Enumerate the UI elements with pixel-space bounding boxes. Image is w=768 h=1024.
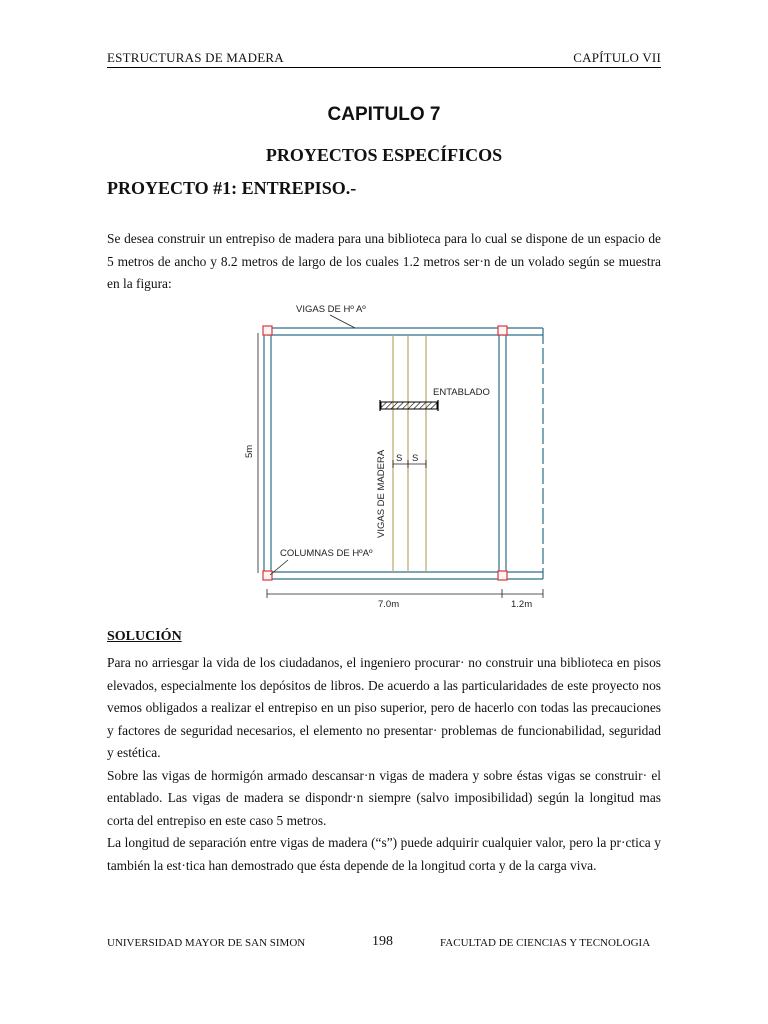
- floor-plan-figure: [230, 298, 560, 616]
- entablado-section: [381, 402, 437, 409]
- label-vigas-madera: VIGAS DE MADERA: [376, 449, 387, 538]
- page-header: [107, 50, 661, 68]
- section-title: PROYECTOS ESPECÍFICOS: [265, 145, 503, 165]
- solution-paragraph-3: La longitud de separación entre vigas de madera (“s”) puede adquirir cualquier valor, pero la pr·ctica y también la est·tica han demostrado que ésta depende de la longitud corta y de la carga viva.: [107, 835, 661, 873]
- solution-heading: SOLUCIÓN: [107, 629, 182, 644]
- label-width-cantilever: 1.2m: [511, 599, 533, 610]
- label-entablado: ENTABLADO: [433, 387, 490, 398]
- label-height: 5m: [244, 444, 255, 458]
- leader-vigas-ha: [330, 315, 355, 328]
- column-bottom-left: [263, 571, 272, 580]
- label-width-main: 7.0m: [378, 599, 400, 610]
- label-s2: S: [412, 453, 419, 464]
- width-dimension: [267, 589, 543, 598]
- label-s1: S: [396, 453, 403, 464]
- column-bottom-right: [498, 571, 507, 580]
- header-left: ESTRUCTURAS DE MADERA: [107, 50, 284, 65]
- concrete-beams: [264, 328, 543, 579]
- chapter-title: CAPITULO 7: [327, 104, 441, 125]
- column-top-right: [498, 326, 507, 335]
- intro-paragraph: Se desea construir un entrepiso de madera para una biblioteca para lo cual se dispone de un espacio de 5 metros de ancho y 8.2 metros de largo de los cuales 1.2 metros ser·n de un volado según se muestra en la figura:: [107, 231, 661, 291]
- project-title: PROYECTO #1: ENTREPISO.-: [107, 178, 357, 198]
- column-top-left: [263, 326, 272, 335]
- footer-right: FACULTAD DE CIENCIAS Y TECNOLOGIA: [440, 937, 651, 949]
- leader-columnas: [270, 560, 288, 575]
- header-right: CAPÍTULO VII: [573, 50, 661, 65]
- page-number: 198: [372, 934, 393, 949]
- footer-left: UNIVERSIDAD MAYOR DE SAN SIMON: [107, 937, 306, 949]
- solution-body: [107, 652, 661, 877]
- label-columnas: COLUMNAS DE HºAº: [280, 548, 373, 559]
- solution-paragraph-1: Para no arriesgar la vida de los ciudadanos, el ingeniero procurar· no construir una biblioteca en pisos elevados, especialmente los depósitos de libros. De acuerdo a las particularidades de este proyecto nos vemos obligados a realizar el entrepiso en un piso superior, pero de hacerlo con todas las precauciones y factores de seguridad necesarios, el elemento no presentar· problemas de funcionabilidad, seguridad y estética.: [107, 655, 661, 760]
- label-vigas-ha: VIGAS DE Hº Aº: [296, 304, 366, 315]
- solution-paragraph-2: Sobre las vigas de hormigón armado descansar·n vigas de madera y sobre éstas vigas se construir· el entablado. Las vigas de madera se dispondr·n siempre (salvo imposibilidad) según la longitud mas corta del entrepiso en este caso 5 metros.: [107, 767, 661, 828]
